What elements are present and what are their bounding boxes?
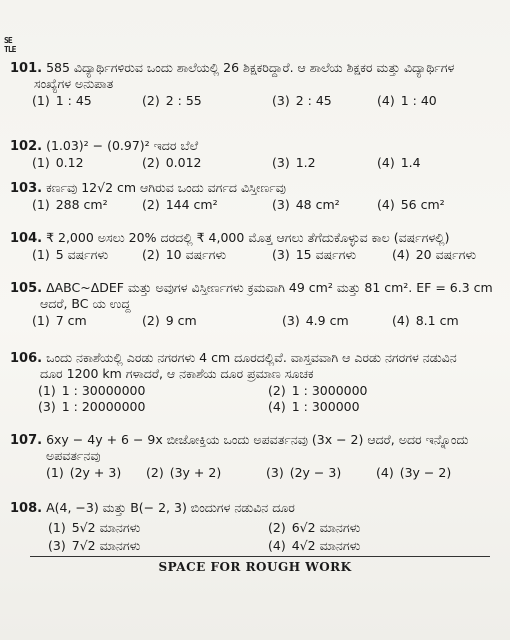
option-2[interactable]: (2) 9 cm (142, 313, 197, 328)
options-row (32, 247, 504, 263)
question-102 (10, 138, 504, 170)
option-3[interactable]: (3) 1 : 20000000 (38, 399, 146, 414)
option-4[interactable]: (4) 8.1 cm (392, 313, 459, 328)
question-stem: ಕರ್ಣವು 12√2 cm ಆಗಿರುವ ಒಂದು ವರ್ಗದ ವಿಸ್ತೀರ್ಣವು (46, 180, 286, 195)
question-stem: A(4, −3) ಮತ್ತು B(− 2, 3) ಬಿಂದುಗಳ ನಡುವಿನ ದೂರ (46, 500, 295, 515)
option-2[interactable]: (2) 144 cm² (142, 197, 218, 212)
option-1[interactable]: (1) 1 : 45 (32, 93, 92, 108)
option-1[interactable]: (1) 7 cm (32, 313, 87, 328)
question-number: 107. (10, 433, 43, 448)
option-3[interactable]: (3) 2 : 45 (272, 93, 332, 108)
option-1[interactable]: (1) 1 : 30000000 (38, 383, 146, 398)
question-stem-cont: ಆದರೆ, BC ಯ ಉದ್ದ (40, 296, 131, 311)
question-stem: 585 ವಿದ್ಯಾರ್ಥಿಗಳಿರುವ ಒಂದು ಶಾಲೆಯಲ್ಲಿ 26 ಶಿಕ್ಷಕರಿದ್ದಾರೆ. ಆ ಶಾಲೆಯ ಶಿಕ್ಷಕರ ಮತ್ತು ವಿದ್ಯಾರ್ಥಿಗಳ (46, 60, 455, 75)
option-3[interactable]: (3) 1.2 (272, 155, 316, 170)
question-stem: 6xy − 4y + 6 − 9x ಬೀಜೋಕ್ತಿಯ ಒಂದು ಅಪವರ್ತನವು (3x − 2) ಆದರೆ, ಅದರ ಇನ್ನೊಂದು (46, 432, 469, 447)
option-4[interactable]: (4) 56 cm² (377, 197, 445, 212)
question-stem-cont: ದೂರ 1200 km ಗಳಾದರೆ, ಆ ನಕಾಶೆಯ ದೂರ ಪ್ರಮಾಣ ಸೂಚಕ (40, 366, 314, 381)
option-2[interactable]: (2) 6√2 ಮಾನಗಳು (268, 520, 361, 535)
question-105 (10, 280, 504, 328)
options-row (38, 399, 504, 414)
question-stem: ₹ 2,000 ಅಸಲು 20% ದರದಲ್ಲಿ ₹ 4,000 ಮೊತ್ತ ಆಗಲು ತೆಗೆದುಕೊಳ್ಳುವ ಕಾಲ (ವರ್ಷಗಳಲ್ಲಿ) (46, 230, 450, 245)
option-1[interactable]: (1) (2y + 3) (46, 465, 122, 480)
question-stem-cont: ಅಪವರ್ತನವು (46, 448, 101, 463)
option-3[interactable]: (3) 4.9 cm (282, 313, 349, 328)
question-number: 108. (10, 501, 43, 516)
option-4[interactable]: (4) 4√2 ಮಾನಗಳು (268, 538, 361, 553)
options-row (32, 93, 504, 108)
option-2[interactable]: (2) 0.012 (142, 155, 202, 170)
option-4[interactable]: (4) 1.4 (377, 155, 421, 170)
option-2[interactable]: (2) (3y + 2) (146, 465, 222, 480)
question-number: 102. (10, 139, 43, 154)
option-3[interactable]: (3) 15 ವರ್ಷಗಳು (272, 247, 357, 262)
question-number: 105. (10, 281, 43, 296)
question-106 (10, 350, 504, 414)
corner-mark: SE TLE (4, 36, 16, 54)
option-1[interactable]: (1) 5 ವರ್ಷಗಳು (32, 247, 109, 262)
options-row (38, 383, 504, 398)
option-2[interactable]: (2) 2 : 55 (142, 93, 202, 108)
question-103 (10, 180, 504, 212)
question-number: 104. (10, 231, 43, 246)
option-1[interactable]: (1) 5√2 ಮಾನಗಳು (48, 520, 141, 535)
question-107 (10, 432, 504, 480)
option-4[interactable]: (4) 20 ವರ್ಷಗಳು (392, 247, 477, 262)
option-4[interactable]: (4) 1 : 300000 (268, 399, 360, 414)
option-4[interactable]: (4) 1 : 40 (377, 93, 437, 108)
option-3[interactable]: (3) 48 cm² (272, 197, 340, 212)
options-row (46, 465, 504, 480)
footer-rule (30, 556, 490, 557)
option-2[interactable]: (2) 10 ವರ್ಷಗಳು (142, 247, 227, 262)
option-3[interactable]: (3) 7√2 ಮಾನಗಳು (48, 538, 141, 553)
option-1[interactable]: (1) 0.12 (32, 155, 84, 170)
options-row (48, 520, 504, 536)
question-stem: (1.03)² − (0.97)² ಇದರ ಬೆಲೆ (46, 138, 199, 153)
question-stem: ಒಂದು ನಕಾಶೆಯಲ್ಲಿ ಎರಡು ನಗರಗಳು 4 cm ದೂರದಲ್ಲಿವೆ. ವಾಸ್ತವವಾಗಿ ಆ ಎರಡು ನಗರಗಳ ನಡುವಿನ (46, 350, 457, 365)
question-number: 103. (10, 181, 43, 196)
question-number: 106. (10, 351, 43, 366)
options-row (32, 313, 504, 328)
question-number: 101. (10, 61, 43, 76)
options-row (48, 538, 504, 554)
option-2[interactable]: (2) 1 : 3000000 (268, 383, 368, 398)
option-1[interactable]: (1) 288 cm² (32, 197, 108, 212)
question-101 (10, 60, 504, 108)
question-stem: ΔABC~ΔDEF ಮತ್ತು ಅವುಗಳ ವಿಸ್ತೀರ್ಣಗಳು ಕ್ರಮವಾಗಿ 49 cm² ಮತ್ತು 81 cm². EF = 6.3 cm (46, 280, 493, 295)
options-row (32, 197, 504, 212)
question-stem-cont: ಸಂಖ್ಯೆಗಳ ಅನುಪಾತ (34, 76, 114, 91)
option-3[interactable]: (3) (2y − 3) (266, 465, 342, 480)
question-104 (10, 230, 504, 263)
question-108 (10, 500, 504, 554)
rough-work-label: SPACE FOR ROUGH WORK (158, 560, 352, 574)
option-4[interactable]: (4) (3y − 2) (376, 465, 452, 480)
options-row (32, 155, 504, 170)
